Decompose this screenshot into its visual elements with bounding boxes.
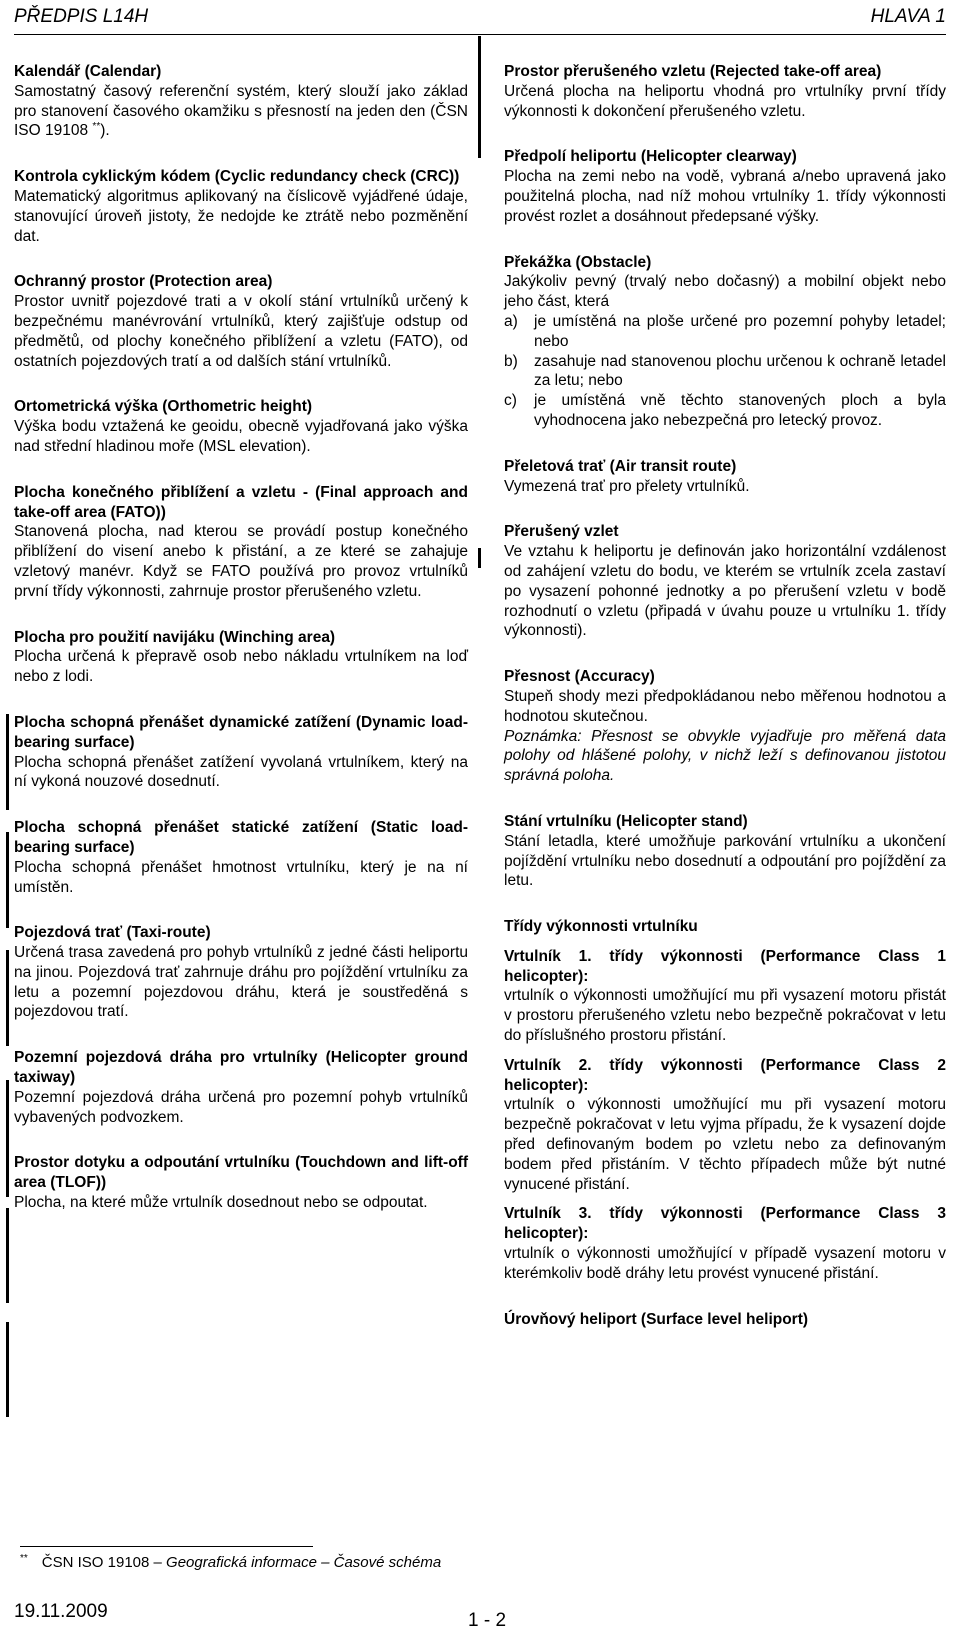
definition-term: Plocha schopná přenášet dynamické zatížení (Dynamic load-bearing surface)	[14, 713, 468, 751]
definition-term: Plocha pro použití navijáku (Winching area)	[14, 628, 336, 646]
definition-entry	[504, 667, 946, 786]
definition-term: Úrovňový heliport (Surface level heliport)	[504, 1310, 809, 1328]
definition-entry	[504, 457, 946, 497]
definition-entry	[504, 147, 946, 226]
definition-note: Poznámka: Přesnost se obvykle vyjadřuje pro měřená data polohy od hlášené polohy, v nichž leží s definovanou jistotou správná poloha.	[504, 727, 946, 785]
definition-text: Plocha určená k přepravě osob nebo nákladu vrtulníkem na loď nebo z lodi.	[14, 648, 468, 686]
definition-entry	[14, 1153, 468, 1212]
definition-entry	[14, 628, 468, 687]
definition-entry	[504, 1310, 946, 1330]
footer-date: 19.11.2009	[14, 1601, 108, 1622]
change-bar	[6, 950, 9, 1046]
list-item	[504, 352, 946, 392]
section-heading: Třídy výkonnosti vrtulníku	[504, 918, 698, 936]
definition-entry	[14, 1048, 468, 1127]
footnote-prefix: ČSN ISO 19108 –	[41, 1554, 167, 1571]
definition-entry	[504, 812, 946, 891]
list-item-text: je umístěná na ploše určené pro pozemní pohyby letadel; nebo	[534, 312, 946, 350]
page-number: 1 - 2	[468, 1610, 507, 1631]
definition-text: Určená trasa zavedená pro pohyb vrtulníků z jedné části heliportu na jinou. Pojezdová trať zahrnuje dráhu pro pojíždění vrtulníku za letu a pozemní pojezdovou dráhu, která je soustředěná s pojezdovou tratí.	[14, 944, 468, 1021]
list-item-label: b)	[504, 352, 518, 370]
change-bar	[6, 1208, 9, 1303]
definition-term: Přesnost (Accuracy)	[504, 668, 655, 686]
page-header	[14, 2, 946, 32]
definition-entry	[14, 62, 468, 141]
header-rule	[14, 34, 946, 35]
definition-term: Plocha schopná přenášet statické zatížení (Static load-bearing surface)	[14, 819, 468, 856]
list-item-label: c)	[504, 392, 517, 410]
definition-text: Vymezená trať pro přelety vrtulníků.	[504, 477, 750, 495]
definition-term: Překážka (Obstacle)	[504, 253, 652, 271]
definition-term: Ortometrická výška (Orthometric height)	[14, 398, 313, 416]
list-item-label: a)	[504, 312, 518, 330]
definition-term: Plocha konečného přiblížení a vzletu - (Final approach and take-off area (FATO))	[14, 483, 468, 521]
definition-term: Přerušený vzlet	[504, 523, 619, 541]
definition-term: Vrtulník 3. třídy výkonnosti (Performance Class 3 helicopter):	[504, 1205, 946, 1243]
definition-term: Prostor přerušeného vzletu (Rejected take-off area)	[504, 63, 882, 80]
definition-term: Prostor dotyku a odpoutání vrtulníku (Touchdown and lift-off area (TLOF))	[14, 1154, 468, 1192]
definition-term: Vrtulník 2. třídy výkonnosti (Performance Class 2 helicopter):	[504, 1056, 946, 1094]
definition-term: Ochranný prostor (Protection area)	[14, 273, 273, 291]
definition-text: vrtulník o výkonnosti umožňující mu při vysazení motoru přistát v prostoru přerušeného vzletu nebo bezpečně pokračovat v letu do příslušného prostoru přistání.	[504, 987, 946, 1045]
definition-entry	[504, 917, 946, 1284]
definition-text: Prostor uvnitř pojezdové trati a v okolí stání vrtulníků určený k bezpečnému manévrování vrtulníků, který zajišťuje odstup od předmětů, od plochy konečného přiblížení a vzletu (FATO), od ostatních pojezdových tratí a od dalších stání vrtulníků.	[14, 293, 468, 370]
definition-entry	[14, 483, 468, 602]
definition-entry	[14, 167, 468, 246]
definition-entry	[504, 253, 946, 431]
change-bar	[6, 832, 9, 928]
definition-text: vrtulník o výkonnosti umožňující mu při vysazení motoru bezpečně pokračovat v letu vyjma případu, že k vysazení dojde před definovaným bodem po vzletu nebo za definovaným bodem před přistáním. V těchto případech může být nutné vynucené přistání.	[504, 1096, 946, 1193]
definition-text: Určená plocha na heliportu vhodná pro vrtulníky první třídy výkonnosti k dokončení přerušeného vzletu.	[504, 82, 946, 120]
footnote	[20, 1553, 470, 1573]
list-item	[504, 391, 946, 431]
footnote-title: Geografická informace – Časové schéma	[166, 1554, 442, 1571]
definition-text: Matematický algoritmus aplikovaný na číslicově vyjádřené údaje, stanovující úroveň jistoty, že nedojde ke ztrátě nebo pozměnění dat.	[14, 187, 468, 245]
definition-entry	[504, 62, 946, 121]
definition-entry	[14, 818, 468, 897]
definition-text: Plocha schopná přenášet hmotnost vrtulníku, který je na ní umístěn.	[14, 858, 468, 896]
definition-term: Vrtulník 1. třídy výkonnosti (Performance Class 1 helicopter):	[504, 947, 946, 985]
definition-term: Předpolí heliportu (Helicopter clearway)	[504, 148, 797, 166]
definition-text: Plocha schopná přenášet zatížení vyvolaná vrtulníkem, který na ní vykoná nouzové dosednutí.	[14, 753, 468, 791]
footnote-reference: **	[92, 121, 101, 133]
list-item	[504, 312, 946, 352]
change-bar	[6, 714, 9, 810]
change-bar	[6, 1080, 9, 1197]
footnote-rule	[20, 1546, 313, 1547]
definition-term: Kalendář (Calendar)	[14, 63, 162, 80]
definition-entry	[14, 272, 468, 371]
definition-text: Ve vztahu k heliportu je definován jako horizontální vzdálenost od zahájení vzletu do bodu, ve kterém se vrtulník zcela zastaví po vysazení pohonné jednotky a po přerušení vzletu v bodě rozhodnutí o vzletu (připadá v úvahu pouze u vrtulníku 1. třídy výkonnosti).	[504, 543, 946, 640]
definition-entry	[14, 397, 468, 456]
definition-term: Kontrola cyklickým kódem (Cyclic redundancy check (CRC))	[14, 168, 460, 186]
definition-text: Plocha na zemi nebo na vodě, vybraná a/nebo upravená jako použitelná plocha, nad níž mohou vrtulníky 1. třídy výkonnosti provést rozlet a dosáhnout předepsané výšky.	[504, 168, 946, 225]
left-column	[14, 62, 468, 1239]
change-bar	[6, 1322, 9, 1417]
definition-text: Pozemní pojezdová dráha určená pro pozemní pohyb vrtulníků vybavených podvozkem.	[14, 1088, 468, 1126]
definition-term: Stání vrtulníku (Helicopter stand)	[504, 812, 748, 830]
definition-text: vrtulník o výkonnosti umožňující v případě vysazení motoru v kterémkoliv bodě dráhy letu provést vynucené přistání.	[504, 1245, 946, 1282]
definition-text: Stání letadla, které umožňuje parkování vrtulníku a ukončení pojíždění vrtulníku nebo dosednutí a odpoutání pro pojíždění za letu.	[504, 832, 946, 890]
definition-text: Výška bodu vztažená ke geoidu, obecně vyjadřovaná jako výška nad střední hladinou moře (MSL elevation).	[14, 418, 468, 455]
list-item-text: zasahuje nad stanovenou plochu určenou k ochraně letadel za letu; nebo	[534, 352, 946, 390]
list-item-text: je umístěná vně těchto stanovených ploch a byla vyhodnocena jako nebezpečná pro letecký provoz.	[534, 392, 946, 429]
definition-text: Samostatný časový referenční systém, který slouží jako základ pro stanovení časového okamžiku s přesností na jeden den (ČSN ISO 19108 **).	[14, 82, 468, 140]
definition-text: Plocha, na které může vrtulník dosednout nebo se odpoutat.	[14, 1194, 428, 1212]
definition-entry	[504, 522, 946, 641]
obstacle-criteria-list	[504, 312, 946, 431]
change-bar	[478, 36, 481, 158]
definition-entry	[14, 923, 468, 1022]
change-bar	[478, 548, 481, 568]
definition-term: Pojezdová trať (Taxi-route)	[14, 924, 211, 942]
definition-text: Stanovená plocha, nad kterou se provádí postup konečného přiblížení do visení anebo k přistání, a ze které se zahajuje vzletový manévr. Když se FATO používá pro provoz vrtulníků první třídy výkonnosti, zahrnuje prostor přerušeného vzletu.	[14, 523, 468, 600]
header-chapter: HLAVA 1	[870, 6, 946, 27]
definition-text: Stupeň shody mezi předpokládanou nebo měřenou hodnotou a hodnotou skutečnou.	[504, 687, 946, 725]
definition-entry	[14, 713, 468, 792]
definition-term: Pozemní pojezdová dráha pro vrtulníky (Helicopter ground taxiway)	[14, 1049, 468, 1087]
header-document-title: PŘEDPIS L14H	[14, 6, 149, 27]
definition-text: Jakýkoliv pevný (trvalý nebo dočasný) a mobilní objekt nebo jeho část, která	[504, 273, 946, 311]
definition-term: Přeletová trať (Air transit route)	[504, 457, 737, 475]
footnote-mark: **	[20, 1553, 28, 1564]
right-column	[504, 62, 946, 1355]
